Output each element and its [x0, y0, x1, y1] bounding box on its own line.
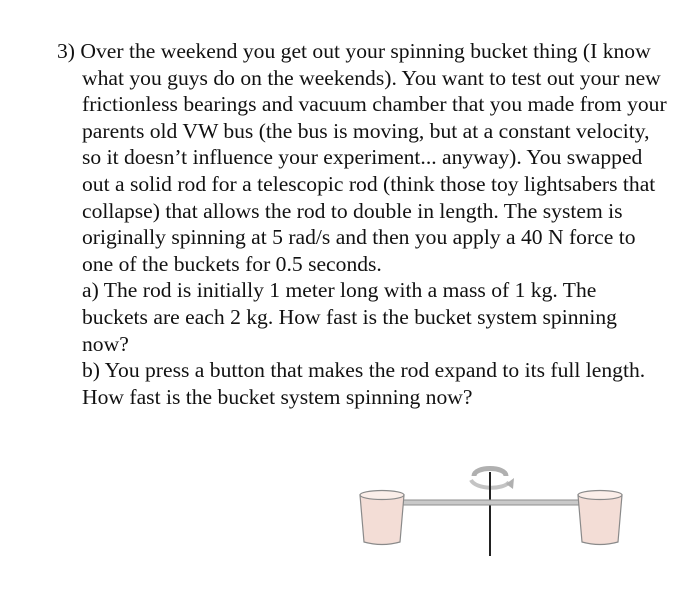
problem-statement: [57, 38, 667, 410]
rotation-arrow-icon: [471, 469, 514, 490]
problem-intro: 3) Over the weekend you get out your spinning bucket thing (I know what you guys do on the weekends). You want to test out your new frictionless bearings and vacuum chamber that you made from your parents old VW bus (the bus is moving, but at a constant velocity, so it doesn’t influence your experiment... anyway). You swapped out a solid rod for a telescopic rod (think those toy lightsabers that collapse) that allows the rod to double in length. The system is originally spinning at 5 rad/s and then you apply a 40 N force to one of the buckets for 0.5 seconds.: [57, 39, 667, 276]
problem-part-b: b) You press a button that makes the rod expand to its full length. How fast is the bucket system spinning now?: [82, 358, 646, 409]
problem-part-a: a) The rod is initially 1 meter long with a mass of 1 kg. The buckets are each 2 kg. How fast is the bucket system spinning now?: [82, 278, 617, 356]
telescopic-rod: [395, 500, 585, 505]
bucket-system-figure: [350, 462, 650, 562]
left-bucket: [360, 491, 404, 545]
right-bucket: [578, 491, 622, 545]
